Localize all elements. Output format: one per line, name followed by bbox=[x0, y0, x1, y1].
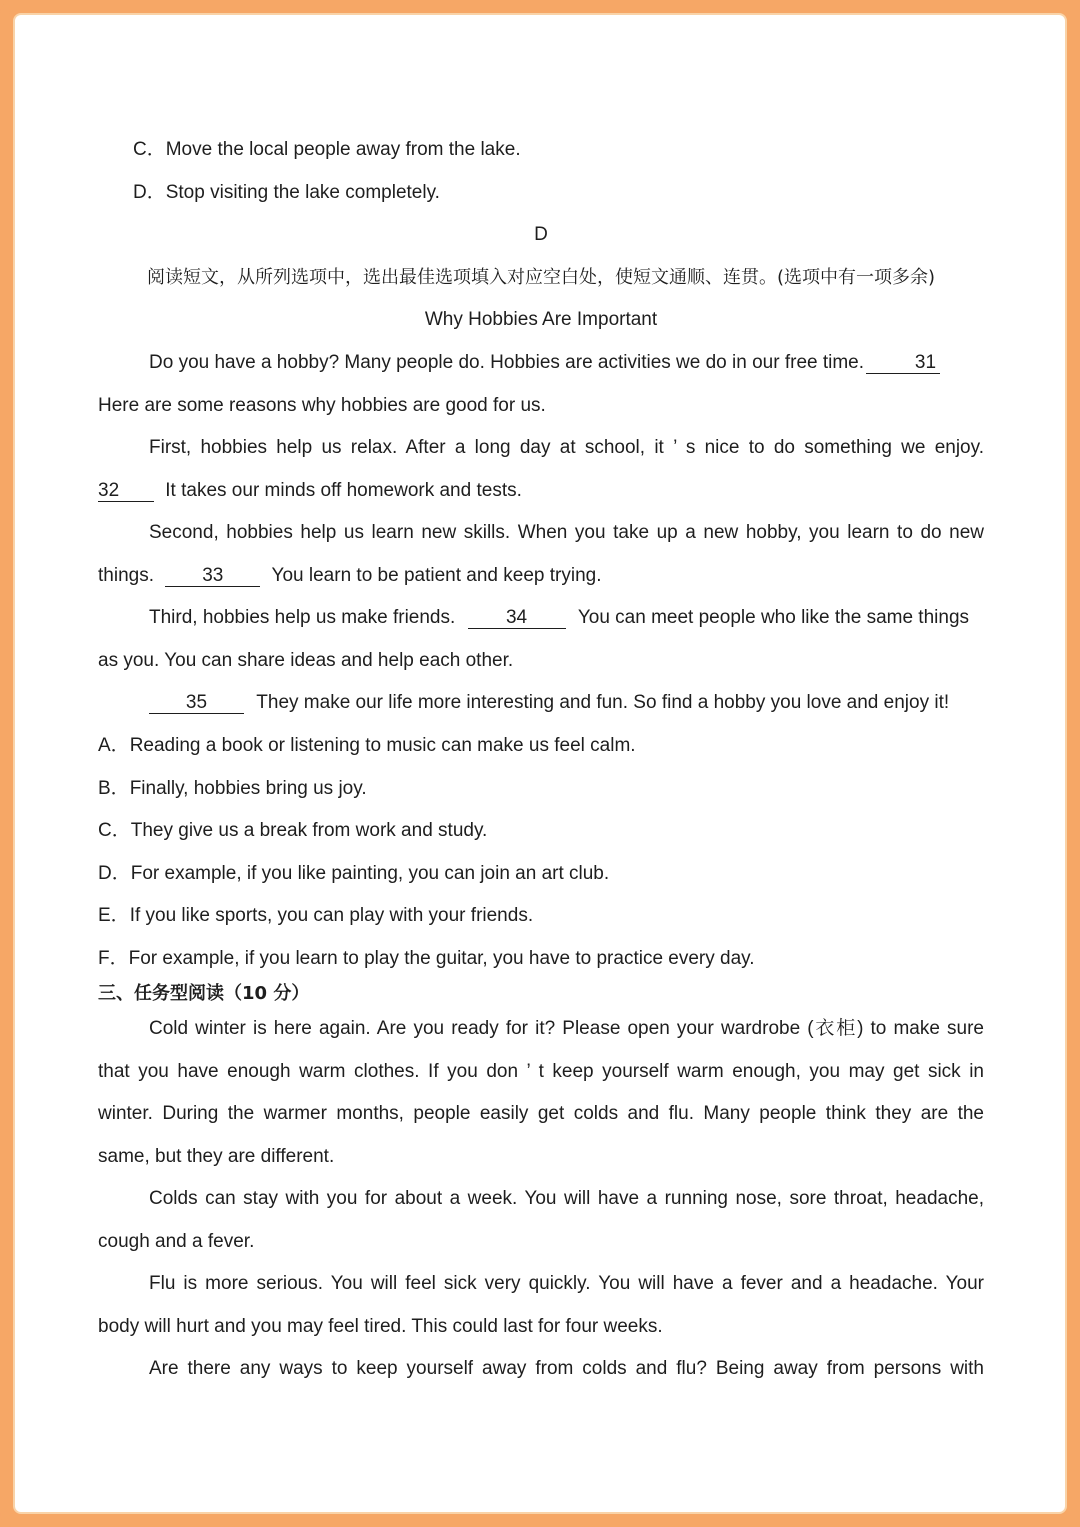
paragraph-2-line-2: 32 It takes our minds off homework and tests. bbox=[98, 480, 522, 501]
paragraph-2-line-1: First, hobbies help us relax. After a long day at school, it ’ s nice to do something we enjoy. bbox=[149, 437, 984, 458]
s3-line-4: same, but they are different. bbox=[98, 1146, 335, 1167]
passage-title: Why Hobbies Are Important bbox=[424, 309, 658, 330]
option-f: F．For example, if you learn to play the guitar, you have to practice every day. bbox=[98, 948, 755, 969]
section-instruction: 阅读短文，从所列选项中，选出最佳选项填入对应空白处，使短文通顺、连贯。(选项中有一项多余) bbox=[146, 267, 936, 288]
s3-line-9: Are there any ways to keep yourself away from colds and flu? Being away from persons with bbox=[149, 1358, 984, 1379]
option-e: E．If you like sports, you can play with your friends. bbox=[98, 905, 534, 926]
blank-31[interactable]: 31 bbox=[866, 353, 940, 374]
prev-option-c: C．Move the local people away from the lake. bbox=[133, 139, 521, 160]
s3-line-7: Flu is more serious. You will feel sick very quickly. You will have a fever and a headache. Your bbox=[149, 1273, 984, 1294]
prev-option-d: D．Stop visiting the lake completely. bbox=[133, 182, 440, 203]
blank-33[interactable]: 33 bbox=[165, 566, 260, 587]
paragraph-5: 35 They make our life more interesting and fun. So find a hobby you love and enjoy it! bbox=[149, 691, 984, 715]
blank-34[interactable]: 34 bbox=[468, 608, 566, 629]
paragraph-4-line-1: Third, hobbies help us make friends. 34 You can meet people who like the same things bbox=[149, 607, 970, 628]
paragraph-1-line-2: Here are some reasons why hobbies are good for us. bbox=[98, 395, 546, 416]
paragraph-1-line-1: Do you have a hobby? Many people do. Hobbies are activities we do in our free time. 31 bbox=[149, 351, 994, 375]
option-b: B．Finally, hobbies bring us joy. bbox=[98, 778, 367, 799]
s3-line-3: winter. During the warmer months, people easily get colds and flu. Many people think they are the bbox=[98, 1103, 984, 1124]
s3-line-6: cough and a fever. bbox=[98, 1231, 255, 1252]
paragraph-3-line-2: things. 33 You learn to be patient and keep trying. bbox=[98, 565, 602, 586]
section-label: D bbox=[534, 224, 548, 245]
s3-line-8: body will hurt and you may feel tired. This could last for four weeks. bbox=[98, 1316, 663, 1337]
paragraph-4-line-2: as you. You can share ideas and help each other. bbox=[98, 650, 514, 671]
s3-line-1: Cold winter is here again. Are you ready for it? Please open your wardrobe (衣柜) to make sure bbox=[149, 1018, 984, 1039]
option-c: C．They give us a break from work and study. bbox=[98, 820, 488, 841]
option-d: D．For example, if you like painting, you can join an art club. bbox=[98, 863, 610, 884]
option-a: A．Reading a book or listening to music can make us feel calm. bbox=[98, 735, 636, 756]
s3-line-2: that you have enough warm clothes. If you don ’ t keep yourself warm enough, you may get sick in bbox=[98, 1061, 984, 1082]
blank-35[interactable]: 35 bbox=[149, 693, 244, 714]
blank-32[interactable]: 32 bbox=[98, 481, 154, 502]
section-3-heading: 三、任务型阅读（10 分） bbox=[98, 983, 310, 1004]
paragraph-3-line-1: Second, hobbies help us learn new skills. When you take up a new hobby, you learn to do new bbox=[149, 522, 984, 543]
s3-line-5: Colds can stay with you for about a week. You will have a running nose, sore throat, headache, bbox=[149, 1188, 984, 1209]
